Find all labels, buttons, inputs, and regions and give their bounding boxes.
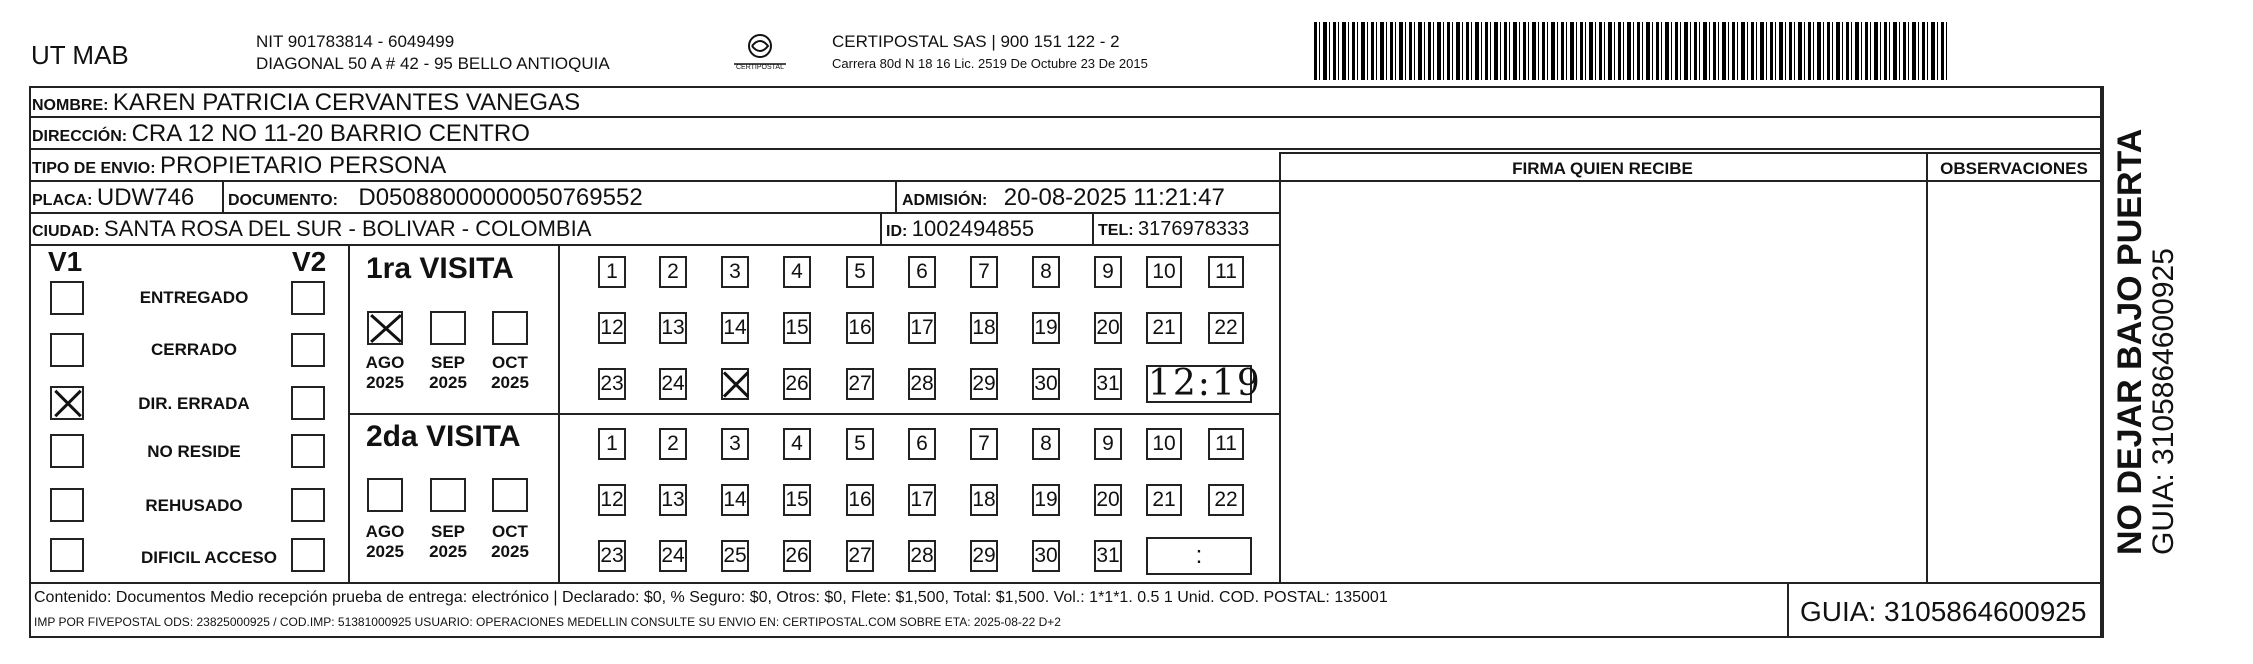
visit1-day-8-box[interactable]: 8 [1032,256,1060,288]
month-name: SEP [430,522,466,541]
nombre-value: KAREN PATRICIA CERVANTES VANEGAS [112,89,581,116]
firma-header: FIRMA QUIEN RECIBE [1512,159,1693,178]
visit1-day-14-box[interactable]: 14 [721,312,749,344]
visit2-day-14-box[interactable]: 14 [721,484,749,516]
v1-no-reside-checkbox[interactable] [50,434,84,468]
visit1-day-31-box[interactable]: 31 [1094,368,1122,400]
visit2-title: 2da VISITA [366,420,521,453]
month-year: 2025 [366,542,404,561]
v1-dir-errada-checkbox[interactable] [50,386,84,420]
visit1-day-10-box[interactable]: 10 [1146,256,1182,288]
v1-dificil-acceso-checkbox[interactable] [50,538,84,572]
visit2-month-ago-checkbox[interactable] [367,478,403,512]
id-field [886,216,1034,242]
month-name: AGO [365,353,405,372]
status-dificil-acceso: DIFICIL ACCESO [140,548,277,567]
side-notice [2112,129,2180,555]
visit1-day-4-box[interactable]: 4 [783,256,811,288]
visit1-day-16-box[interactable]: 16 [846,312,874,344]
visit1-day-12-box[interactable]: 12 [598,312,626,344]
visit1-day-2-box[interactable]: 2 [659,256,687,288]
status-entregado: ENTREGADO [139,288,249,307]
footer-tracking: IMP POR FIVEPOSTAL ODS: 23825000925 / COD.IMP: 51381000925 USUARIO: OPERACIONES MEDELLIN CONSULTE SU ENVIO EN: CERTIPOSTAL.COM SOBRE ETA: 2025-08-22 D+2 [34,615,1061,629]
visit1-month-sep-checkbox[interactable] [430,311,466,345]
month-name: SEP [430,353,466,372]
company-nit: NIT 901783814 - 6049499 [256,32,455,51]
visit2-day-30-box[interactable]: 30 [1032,540,1060,572]
visit2-day-5-box[interactable]: 5 [846,428,874,460]
nombre-row [32,89,580,117]
visit1-day-15-box[interactable]: 15 [783,312,811,344]
visit1-day-9-box[interactable]: 9 [1094,256,1122,288]
side-guia: GUIA: 3105864600925 [2147,248,2180,555]
visit1-month-ago-label [358,353,412,393]
month-year: 2025 [366,373,404,392]
visit2-day-31-box[interactable]: 31 [1094,540,1122,572]
footer-guia: GUIA: 3105864600925 [1800,596,2087,627]
status-dir-errada: DIR. ERRADA [138,394,250,413]
visit2-day-2-box[interactable]: 2 [659,428,687,460]
admision-label: ADMISIÓN: [902,192,988,209]
visit2-day-19-box[interactable]: 19 [1032,484,1060,516]
ciudad-label: CIUDAD: [32,223,100,240]
visit1-day-20-box[interactable]: 20 [1094,312,1122,344]
visit2-day-22-box[interactable]: 22 [1208,484,1244,516]
visit2-day-11-box[interactable]: 11 [1208,428,1244,460]
placa-field [32,184,194,212]
visit2-day-28-box[interactable]: 28 [908,540,936,572]
month-year: 2025 [491,373,529,392]
visit2-day-6-box[interactable]: 6 [908,428,936,460]
visit1-day-19-box[interactable]: 19 [1032,312,1060,344]
documento-value: D05088000000050769552 [358,184,643,211]
visit1-day-21-box[interactable]: 21 [1146,312,1182,344]
visit1-day-26-box[interactable]: 26 [783,368,811,400]
visit2-day-17-box[interactable]: 17 [908,484,936,516]
ciudad-value: SANTA ROSA DEL SUR - BOLIVAR - COLOMBIA [104,216,592,241]
placa-value: UDW746 [96,184,195,211]
visit2-month-sep-label [421,522,475,562]
visit2-day-3-box[interactable]: 3 [721,428,749,460]
documento-field [228,184,643,212]
ciudad-field [32,216,591,242]
tel-field [1098,218,1249,241]
visit1-title: 1ra VISITA [366,252,514,285]
tipo-value: PROPIETARIO PERSONA [160,152,447,179]
v1-entregado-checkbox[interactable] [50,281,84,315]
id-label: ID: [886,223,908,240]
no-dejar-bajo-puerta: NO DEJAR BAJO PUERTA [2111,128,2149,555]
visit1-day-13-box[interactable]: 13 [659,312,687,344]
logo-text: CERTIPOSTAL [736,64,784,71]
visit1-day-25-box[interactable] [721,368,749,400]
visit1-day-5-box[interactable]: 5 [846,256,874,288]
footer-content: Contenido: Documentos Medio recepción prueba de entrega: electrónico | Declarado: $0, % Seguro: $0, Otros: $0, Flete: $1,500, Total: $1,500. Vol.: 1*1*1. 0.5 1 Unid. COD. POSTAL: 135001 [34,589,1388,606]
visit2-day-29-box[interactable]: 29 [970,540,998,572]
month-year: 2025 [429,542,467,561]
direccion-label: DIRECCIÓN: [32,128,128,145]
v1-header: V1 [48,246,83,277]
visit2-day-15-box[interactable]: 15 [783,484,811,516]
visit1-day-29-box[interactable]: 29 [970,368,998,400]
tel-value: 3176978333 [1138,218,1250,240]
month-name: OCT [492,353,528,372]
visit2-month-oct-label [483,522,537,562]
visit1-day-27-box[interactable]: 27 [846,368,874,400]
v1-rehusado-checkbox[interactable] [50,488,84,522]
month-year: 2025 [429,373,467,392]
visit1-day-7-box[interactable]: 7 [970,256,998,288]
visit1-day-3-box[interactable]: 3 [721,256,749,288]
visit1-day-30-box[interactable]: 30 [1032,368,1060,400]
visit1-day-18-box[interactable]: 18 [970,312,998,344]
admision-value: 20-08-2025 11:21:47 [1003,184,1225,211]
certipostal-name: CERTIPOSTAL SAS | 900 151 122 - 2 [832,32,1120,51]
certipostal-logo [730,30,790,78]
visit1-day-24-box[interactable]: 24 [659,368,687,400]
visit1-day-6-box[interactable]: 6 [908,256,936,288]
v1-cerrado-checkbox[interactable] [50,333,84,367]
visit2-day-7-box[interactable]: 7 [970,428,998,460]
visit2-day-12-box[interactable]: 12 [598,484,626,516]
visit1-month-oct-checkbox[interactable] [492,311,528,345]
visit2-day-13-box[interactable]: 13 [659,484,687,516]
visit2-day-27-box[interactable]: 27 [846,540,874,572]
v2-header: V2 [292,246,327,277]
visit2-time-box[interactable]: : [1146,537,1252,575]
visit1-day-11-box[interactable]: 11 [1208,256,1244,288]
visit1-month-ago-checkbox[interactable] [367,311,403,345]
visit2-day-23-box[interactable]: 23 [598,540,626,572]
visit1-time-box[interactable]: 12:19 [1148,363,1262,404]
company-name: UT MAB [31,40,129,70]
visit2-day-8-box[interactable]: 8 [1032,428,1060,460]
direccion-value: CRA 12 NO 11-20 BARRIO CENTRO [131,120,530,147]
visit1-month-sep-label [421,353,475,393]
barcode [1314,22,1950,80]
visit2-day-24-box[interactable]: 24 [659,540,687,572]
direccion-row [32,120,530,148]
visit1-day-28-box[interactable]: 28 [908,368,936,400]
admision-field [902,184,1225,212]
company-address: DIAGONAL 50 A # 42 - 95 BELLO ANTIOQUIA [256,54,610,73]
visit1-day-22-box[interactable]: 22 [1208,312,1244,344]
visit2-day-25-box[interactable]: 25 [721,540,749,572]
visit1-day-23-box[interactable]: 23 [598,368,626,400]
observaciones-header: OBSERVACIONES [1940,159,2088,178]
visit2-month-sep-checkbox[interactable] [430,478,466,512]
id-value: 1002494855 [911,216,1035,241]
month-year: 2025 [491,542,529,561]
visit2-day-18-box[interactable]: 18 [970,484,998,516]
visit2-day-21-box[interactable]: 21 [1146,484,1182,516]
placa-label: PLACA: [32,192,93,209]
status-rehusado: REHUSADO [145,496,243,515]
status-cerrado: CERRADO [151,340,237,359]
month-name: OCT [492,522,528,541]
visit1-day-17-box[interactable]: 17 [908,312,936,344]
visit2-month-ago-label [358,522,412,562]
documento-label: DOCUMENTO: [228,192,338,209]
status-no-reside: NO RESIDE [147,442,241,461]
visit2-day-16-box[interactable]: 16 [846,484,874,516]
visit2-day-9-box[interactable]: 9 [1094,428,1122,460]
tipo-label: TIPO DE ENVIO: [32,160,156,177]
visit2-day-4-box[interactable]: 4 [783,428,811,460]
visit2-day-26-box[interactable]: 26 [783,540,811,572]
tipo-row [32,152,446,180]
visit2-month-oct-checkbox[interactable] [492,478,528,512]
visit2-day-10-box[interactable]: 10 [1146,428,1182,460]
certipostal-address: Carrera 80d N 18 16 Lic. 2519 De Octubre 23 De 2015 [832,56,1148,71]
visit1-day-1-box[interactable]: 1 [598,256,626,288]
tel-label: TEL: [1098,222,1134,239]
visit1-month-oct-label [483,353,537,393]
visit2-day-1-box[interactable]: 1 [598,428,626,460]
month-name: AGO [365,522,405,541]
visit2-day-20-box[interactable]: 20 [1094,484,1122,516]
nombre-label: NOMBRE: [32,97,109,114]
